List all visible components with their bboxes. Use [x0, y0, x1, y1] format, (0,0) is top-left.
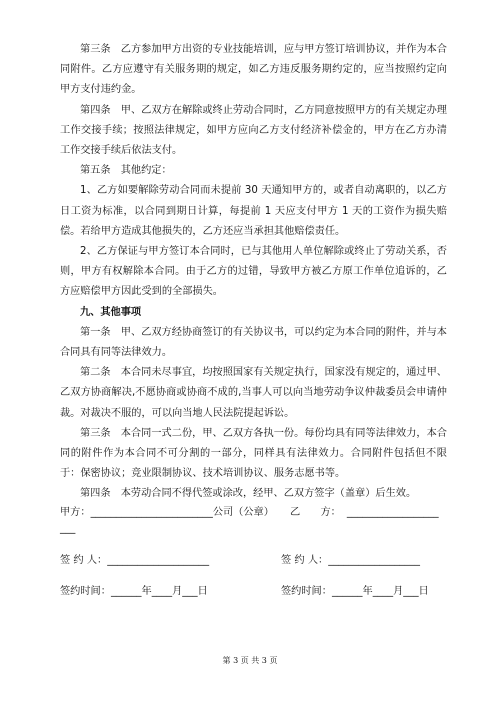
date-b-month-blank: ____	[372, 586, 394, 597]
date-b-label: 签约时间：	[281, 586, 332, 597]
party-b-wrap-line	[60, 521, 460, 537]
party-a-blank: ________________________	[90, 507, 213, 518]
clause-paragraph: 第一条 甲、乙双方经协商签订的有关协议书，可以约定为本合同的附件，并与本合同具有同等法律效力。	[60, 326, 447, 359]
contract-body	[60, 40, 447, 505]
clause-paragraph: 第三条 乙方参加甲方出资的专业技能培训，应与甲方签订培训协议，并作为本合同附件。乙方应遵守有关服务期的规定，如乙方违反服务期约定的，应当按照约定向甲方支付违约金。	[60, 44, 447, 96]
date-a-label: 签约时间：	[60, 586, 111, 597]
date-b-year-blank: ______	[331, 586, 363, 597]
party-b-label: 乙 方：	[289, 507, 341, 518]
date-b-month: 月	[393, 586, 404, 597]
date-a-year-blank: ______	[110, 586, 142, 597]
date-line	[60, 584, 460, 600]
party-a-label: 甲方：	[60, 507, 91, 518]
date-b-day-blank: ___	[403, 586, 419, 597]
clause-paragraph: 第四条 本劳动合同不得代签或涂改，经甲、乙双方签字（盖章）后生效。	[80, 488, 417, 500]
date-a-day: 日	[197, 586, 208, 597]
party-line	[60, 505, 460, 521]
signer-b-blank: __________________	[328, 555, 420, 566]
date-a-month-blank: ____	[151, 586, 173, 597]
party-b-blank: __________________	[346, 507, 439, 518]
party-b-blank-continued: ___	[60, 523, 76, 534]
page-number: 第 3 页 共 3 页	[222, 656, 278, 665]
signer-a-blank: ____________________	[107, 555, 210, 566]
date-b-group	[281, 584, 429, 600]
date-a-month: 月	[172, 586, 183, 597]
date-b-year: 年	[362, 586, 373, 597]
signer-a-label: 签 约 人：	[60, 555, 108, 566]
company-seal-label: 公司（公章）	[212, 507, 274, 518]
clause-paragraph: 1、乙方如要解除劳动合同而未提前 30 天通知甲方的，或者自动离职的，以乙方日工资为标准，以合同到期日计算，每提前 1 天应支付甲方 1 天的工资作为损失赔偿。若给甲方造成其他损失的，乙方还应当承担其他赔偿责任。	[60, 185, 447, 237]
clause-paragraph: 第二条 本合同未尽事宜，均按照国家有关规定执行，国家没有规定的，通过甲、乙双方协商解决,不愿协商或协商不成的,当事人可以向当地劳动争议仲裁委员会申请仲裁。对裁决不服的，可以向当地人民法院提起诉讼。	[60, 367, 447, 419]
clause-paragraph: 第四条 甲、乙双方在解除或终止劳动合同时，乙方同意按照甲方的有关规定办理工作交接手续；按照法律规定，如甲方应向乙方支付经济补偿金的，甲方在乙方办清工作交接手续后依法支付。	[60, 104, 447, 157]
signer-b-label: 签 约 人：	[281, 555, 329, 566]
date-a-year: 年	[141, 586, 152, 597]
clause-paragraph: 第三条 本合同一式二份，甲、乙双方各执一份。每份均具有同等法律效力，本合同的附件作为本合同不可分割的一部分，同样具有法律效力。合同附件包括但不限于：保密协议；竞业限制协议、技术培训协议、服务志愿书等。	[60, 427, 447, 480]
signer-b-group	[281, 553, 420, 569]
section-heading: 九、其他事项	[80, 306, 142, 318]
date-b-day: 日	[418, 586, 429, 597]
signer-line	[60, 553, 460, 569]
clause-paragraph: 第五条 其他约定：	[80, 165, 172, 177]
date-a-day-blank: ___	[182, 586, 198, 597]
clause-paragraph: 2、乙方保证与甲方签订本合同时，已与其他用人单位解除或终止了劳动关系，否则，甲方有权解除本合同。由于乙方的过错，导致甲方被乙方原工作单位追诉的，乙方应赔偿甲方因此受到的全部损失。	[60, 246, 447, 298]
